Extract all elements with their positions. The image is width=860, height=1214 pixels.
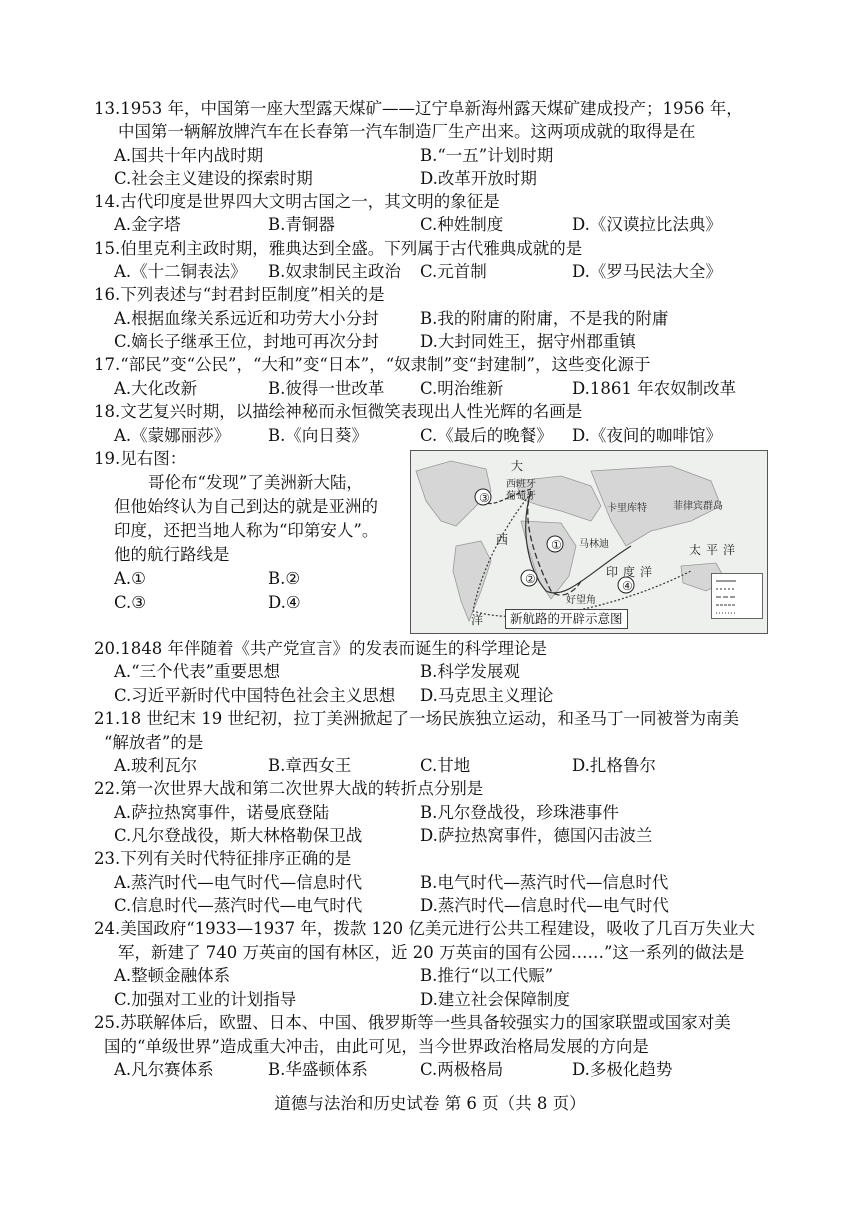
route-legend-icon xyxy=(711,573,763,619)
q17-stem: 17.“部民”变“公民”，“大和”变“日本”，“奴隶制”变“封建制”，这些变化源于 xyxy=(94,355,651,374)
q14-stem: 14.古代印度是世界四大文明古国之一，其文明的象征是 xyxy=(94,192,500,211)
q25-option-d: D.多极化趋势 xyxy=(572,1060,673,1079)
q19-option-a: A.① xyxy=(114,569,146,588)
q21-option-a: A.玻利瓦尔 xyxy=(114,756,198,775)
q20-option-d: D.马克思主义理论 xyxy=(420,686,554,705)
q19-text-1: 哥伦布“发现”了美洲新大陆， xyxy=(148,473,363,492)
label-calicut: 卡里库特 xyxy=(607,503,647,514)
q16-option-a: A.根据血缘关系远近和功劳大小分封 xyxy=(114,309,379,328)
route-label-1: ① xyxy=(551,538,562,552)
q17-option-d: D.1861 年农奴制改革 xyxy=(572,379,737,398)
q14-option-b: B.青铜器 xyxy=(268,215,335,234)
q18-option-b: B.《向日葵》 xyxy=(268,426,368,445)
q13-option-d: D.改革开放时期 xyxy=(420,169,537,188)
q23-option-d: D.蒸汽时代—信息时代—电气时代 xyxy=(420,896,669,915)
q24-stem-line1: 24.美国政府“1933—1937 年，拨款 120 亿美元进行公共工程建设，吸收了几百万失业大 xyxy=(94,919,755,938)
new-sea-routes-map xyxy=(410,450,768,634)
q25-option-a: A.凡尔赛体系 xyxy=(114,1060,214,1079)
label-cape-good-hope: 好望角 xyxy=(566,595,596,606)
q16-option-c: C.嫡长子继承王位，封地可再次分封 xyxy=(114,332,379,351)
ocean-char-4: 印 xyxy=(606,565,619,579)
q19-option-b: B.② xyxy=(268,569,301,588)
q23-option-b: B.电气时代—蒸汽时代—信息时代 xyxy=(420,873,669,892)
q25-stem-line2: 国的“单级世界”造成重大冲击，由此可见，当今世界政治格局发展的方向是 xyxy=(104,1037,649,1056)
label-portugal: 葡萄牙 xyxy=(506,491,536,502)
q21-option-b: B.章西女王 xyxy=(268,756,352,775)
q23-option-a: A.蒸汽时代—电气时代—信息时代 xyxy=(114,873,363,892)
q14-option-c: C.种姓制度 xyxy=(420,215,504,234)
ocean-char-3: 洋 xyxy=(471,613,484,627)
route-label-3: ③ xyxy=(479,491,490,505)
q13-stem-line2: 中国第一辆解放牌汽车在长春第一汽车制造厂生产出来。这两项成就的取得是在 xyxy=(118,122,696,141)
q16-option-b: B.我的附庸的附庸，不是我的附庸 xyxy=(420,309,669,328)
q23-stem: 23.下列有关时代特征排序正确的是 xyxy=(94,849,352,868)
q16-stem: 16.下列表述与“封君封臣制度”相关的是 xyxy=(94,285,385,304)
q17-option-a: A.大化改新 xyxy=(114,379,198,398)
q17-option-b: B.彼得一世改革 xyxy=(268,379,385,398)
q21-option-c: C.甘地 xyxy=(420,756,471,775)
ocean-char-5: 度 xyxy=(623,565,636,579)
route-label-4: ④ xyxy=(622,579,633,593)
q24-option-b: B.推行“以工代赈” xyxy=(420,966,554,985)
q16-option-d: D.大封同姓王，据守州郡重镇 xyxy=(420,332,636,351)
q13-stem-line1: 13.1953 年，中国第一座大型露天煤矿——辽宁阜新海州露天煤矿建成投产；1956 年， xyxy=(94,99,743,118)
ocean-char-2: 西 xyxy=(496,533,509,547)
ocean-char-6: 洋 xyxy=(640,565,653,579)
q22-option-c: C.凡尔登战役，斯大林格勒保卫战 xyxy=(114,826,363,845)
q19-text-4: 他的航行路线是 xyxy=(114,545,230,564)
q15-option-d: D.《罗马民法大全》 xyxy=(572,262,722,281)
route-label-2: ② xyxy=(525,572,536,586)
q23-option-c: C.信息时代—蒸汽时代—电气时代 xyxy=(114,896,363,915)
q15-option-c: C.元首制 xyxy=(420,262,487,281)
q21-stem-line1: 21.18 世纪末 19 世纪初，拉丁美洲掀起了一场民族独立运动，和圣马丁一同被誉为南美 xyxy=(94,709,739,728)
q18-option-d: D.《夜间的咖啡馆》 xyxy=(572,426,722,445)
q20-option-b: B.科学发展观 xyxy=(420,662,520,681)
q22-option-d: D.萨拉热窝事件，德国闪击波兰 xyxy=(420,826,653,845)
q24-stem-line2: 军，新建了 740 万英亩的国有林区，近 20 万英亩的国有公园……”这一系列的做法是 xyxy=(118,943,745,962)
q22-stem: 22.第一次世界大战和第二次世界大战的转折点分别是 xyxy=(94,779,484,798)
q21-option-d: D.扎格鲁尔 xyxy=(572,756,656,775)
q19-option-d: D.④ xyxy=(268,593,301,612)
ocean-char-1: 大 xyxy=(511,459,524,473)
q13-option-b: B.“一五”计划时期 xyxy=(420,146,554,165)
ocean-char-8: 平 xyxy=(706,543,719,557)
q25-option-c: C.两极格局 xyxy=(420,1060,504,1079)
q18-option-c: C.《最后的晚餐》 xyxy=(420,426,553,445)
q20-stem: 20.1848 年伴随着《共产党宣言》的发表而诞生的科学理论是 xyxy=(94,639,547,658)
q20-option-a: A.“三个代表”重要思想 xyxy=(114,662,281,681)
q22-option-a: A.萨拉热窝事件，诺曼底登陆 xyxy=(114,803,330,822)
q17-option-c: C.明治维新 xyxy=(420,379,504,398)
q24-option-c: C.加强对工业的计划指导 xyxy=(114,990,297,1009)
ocean-char-9: 洋 xyxy=(723,543,736,557)
map-caption: 新航路的开辟示意图 xyxy=(505,609,628,629)
q25-option-b: B.华盛顿体系 xyxy=(268,1060,368,1079)
q21-stem-line2: “解放者”的是 xyxy=(104,733,204,752)
q15-option-a: A.《十二铜表法》 xyxy=(114,262,247,281)
q24-option-d: D.建立社会保障制度 xyxy=(420,990,570,1009)
q14-option-d: D.《汉谟拉比法典》 xyxy=(572,215,722,234)
label-spain: 西班牙 xyxy=(506,479,536,490)
ocean-char-7: 太 xyxy=(689,543,702,557)
label-philippines: 菲律宾群岛 xyxy=(673,501,723,512)
q15-stem: 15.伯里克利主政时期，雅典达到全盛。下列属于古代雅典成就的是 xyxy=(94,239,583,258)
q18-option-a: A.《蒙娜丽莎》 xyxy=(114,426,231,445)
q19-text-3: 印度，还把当地人称为“印第安人”。 xyxy=(114,521,379,540)
q19-option-c: C.③ xyxy=(114,593,147,612)
q24-option-a: A.整顿金融体系 xyxy=(114,966,231,985)
q20-option-c: C.习近平新时代中国特色社会主义思想 xyxy=(114,686,396,705)
page-footer: 道德与法治和历史试卷 第 6 页（共 8 页） xyxy=(274,1094,586,1113)
q22-option-b: B.凡尔登战役，珍珠港事件 xyxy=(420,803,619,822)
q18-stem: 18.文艺复兴时期，以描绘神秘而永恒微笑表现出人性光辉的名画是 xyxy=(94,402,583,421)
q25-stem-line1: 25.苏联解体后，欧盟、日本、中国、俄罗斯等一些具备较强实力的国家联盟或国家对美 xyxy=(94,1013,731,1032)
q19-text-2: 但他始终认为自己到达的就是亚洲的 xyxy=(114,497,378,516)
label-malindi: 马林迪 xyxy=(579,539,609,550)
q14-option-a: A.金字塔 xyxy=(114,215,181,234)
q15-option-b: B.奴隶制民主政治 xyxy=(268,262,401,281)
q13-option-a: A.国共十年内战时期 xyxy=(114,146,264,165)
q19-stem: 19.见右图： xyxy=(94,449,187,468)
q13-option-c: C.社会主义建设的探索时期 xyxy=(114,169,313,188)
